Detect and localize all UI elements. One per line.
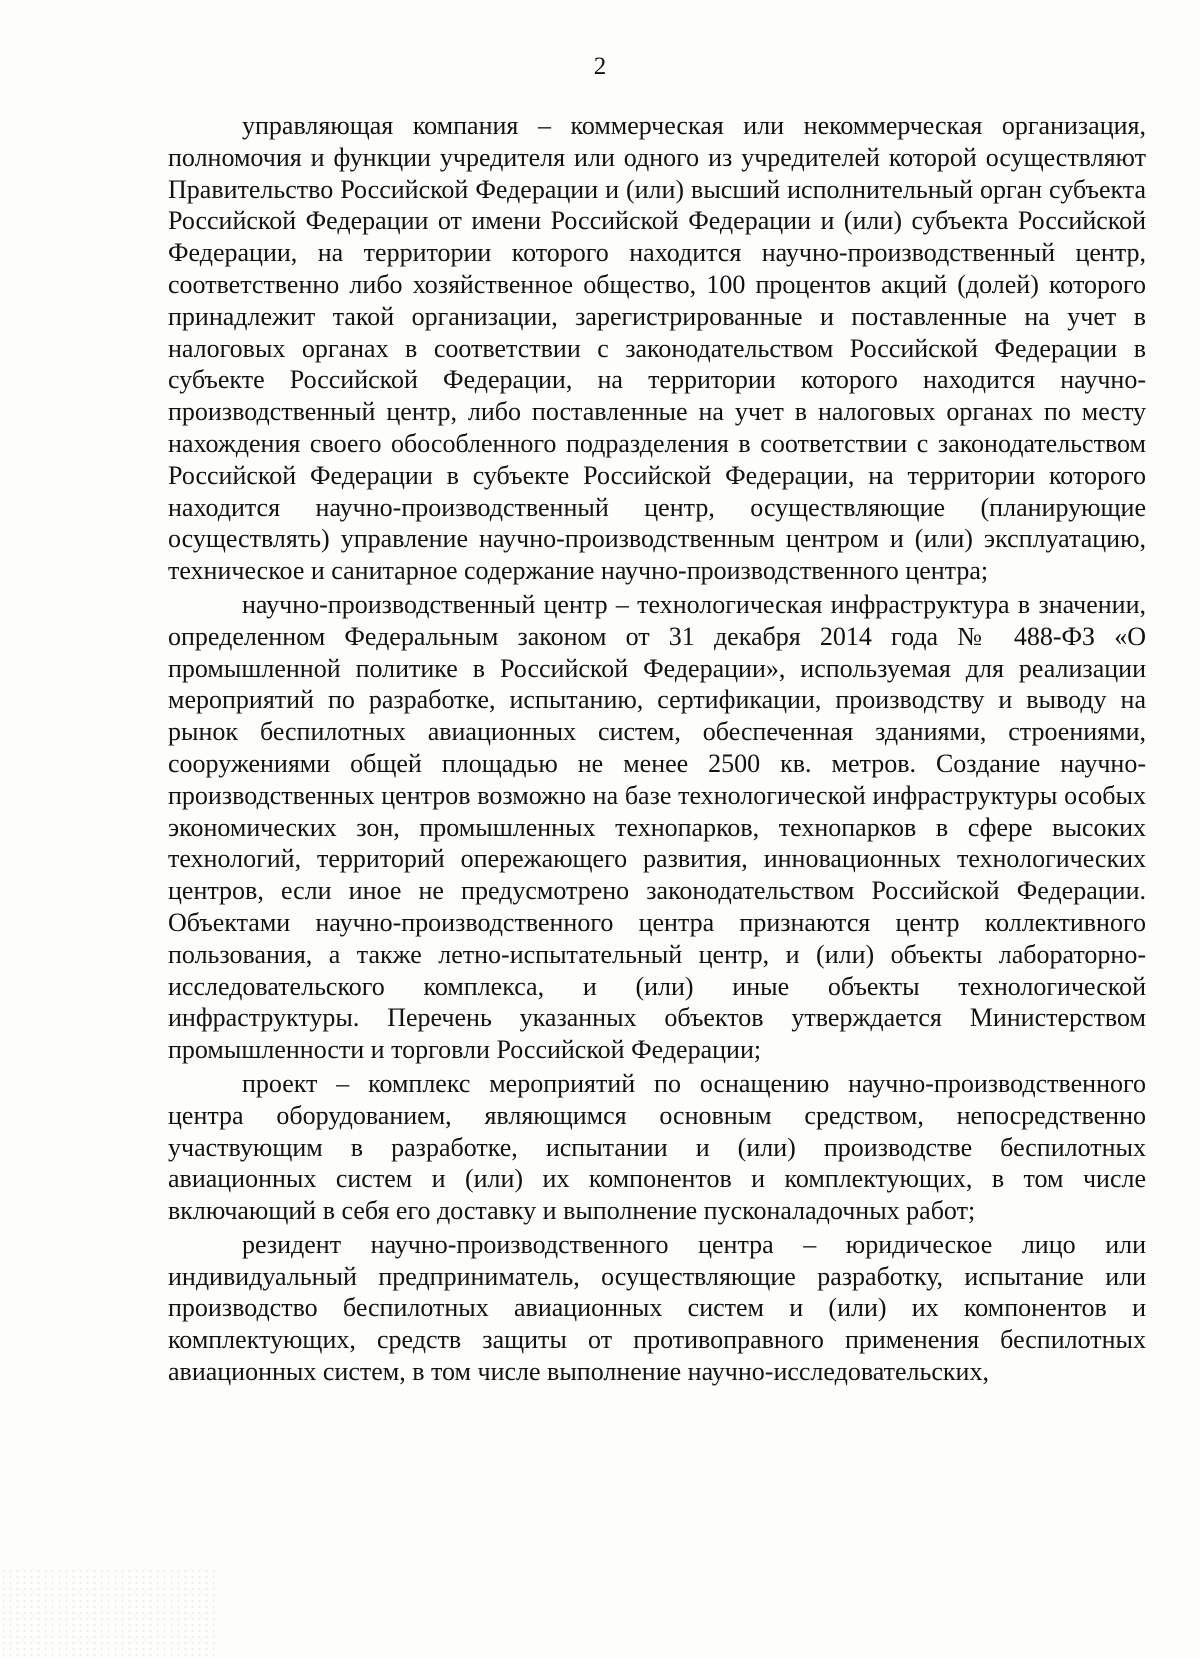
paragraph-project: проект – комплекс мероприятий по оснащению научно-производственного центра оборудованием, являющимся основным средством, непосредственно участвующим в разработке, испытании и (или) производстве беспилотных авиационных систем и (или) их компонентов и комплектующих, в том числе включающий в себя его доставку и выполнение пусконаладочных работ; xyxy=(168,1068,1146,1226)
scan-noise xyxy=(0,1568,220,1658)
paragraph-resident: резидент научно-производственного центра – юридическое лицо или индивидуальный предприниматель, осуществляющие разработку, испытание или производство беспилотных авиационных систем и (или) их компонентов и комплектующих, средств защиты от противоправного применения беспилотных авиационных систем, в том числе выполнение научно-исследовательских, xyxy=(168,1229,1146,1387)
document-body xyxy=(168,110,1146,1388)
paragraph-management-company: управляющая компания – коммерческая или некоммерческая организация, полномочия и функции учредителя или одного из учредителей которой осуществляют Правительство Российской Федерации и (или) высший исполнительный орган субъекта Российской Федерации от имени Российской Федерации и (или) субъекта Российской Федерации, на территории которого находится научно-производственный центр, соответственно либо хозяйственное общество, 100 процентов акций (долей) которого принадлежит такой организации, зарегистрированные и поставленные на учет в налоговых органах в соответствии с законодательством Российской Федерации в субъекте Российской Федерации, на территории которого находится научно-производственный центр, либо поставленные на учет в налоговых органах по месту нахождения своего обособленного подразделения в соответствии с законодательством Российской Федерации в субъекте Российской Федерации, на территории которого находится научно-производственный центр, осуществляющие (планирующие осуществлять) управление научно-производственным центром и (или) эксплуатацию, техническое и санитарное содержание научно-производственного центра; xyxy=(168,111,1146,586)
paragraph-research-center: научно-производственный центр – технологическая инфраструктура в значении, определенном Федеральным законом от 31 декабря 2014 года № 488-ФЗ «О промышленной политике в Российской Федерации», используемая для реализации мероприятий по разработке, испытанию, сертификации, производству и выводу на рынок беспилотных авиационных систем, обеспеченная зданиями, строениями, сооружениями общей площадью не менее 2500 кв. метров. Создание научно-производственных центров возможно на базе технологической инфраструктуры особых экономических зон, промышленных технопарков, технопарков в сфере высоких технологий, территорий опережающего развития, инновационных технологических центров, если иное не предусмотрено законодательством Российской Федерации. Объектами научно-производственного центра признаются центр коллективного пользования, а также летно-испытательный центр, и (или) объекты лабораторно-исследовательского комплекса, и (или) иные объекты технологической инфраструктуры. Перечень указанных объектов утверждается Министерством промышленности и торговли Российской Федерации; xyxy=(168,589,1146,1065)
page-number: 2 xyxy=(593,53,607,80)
